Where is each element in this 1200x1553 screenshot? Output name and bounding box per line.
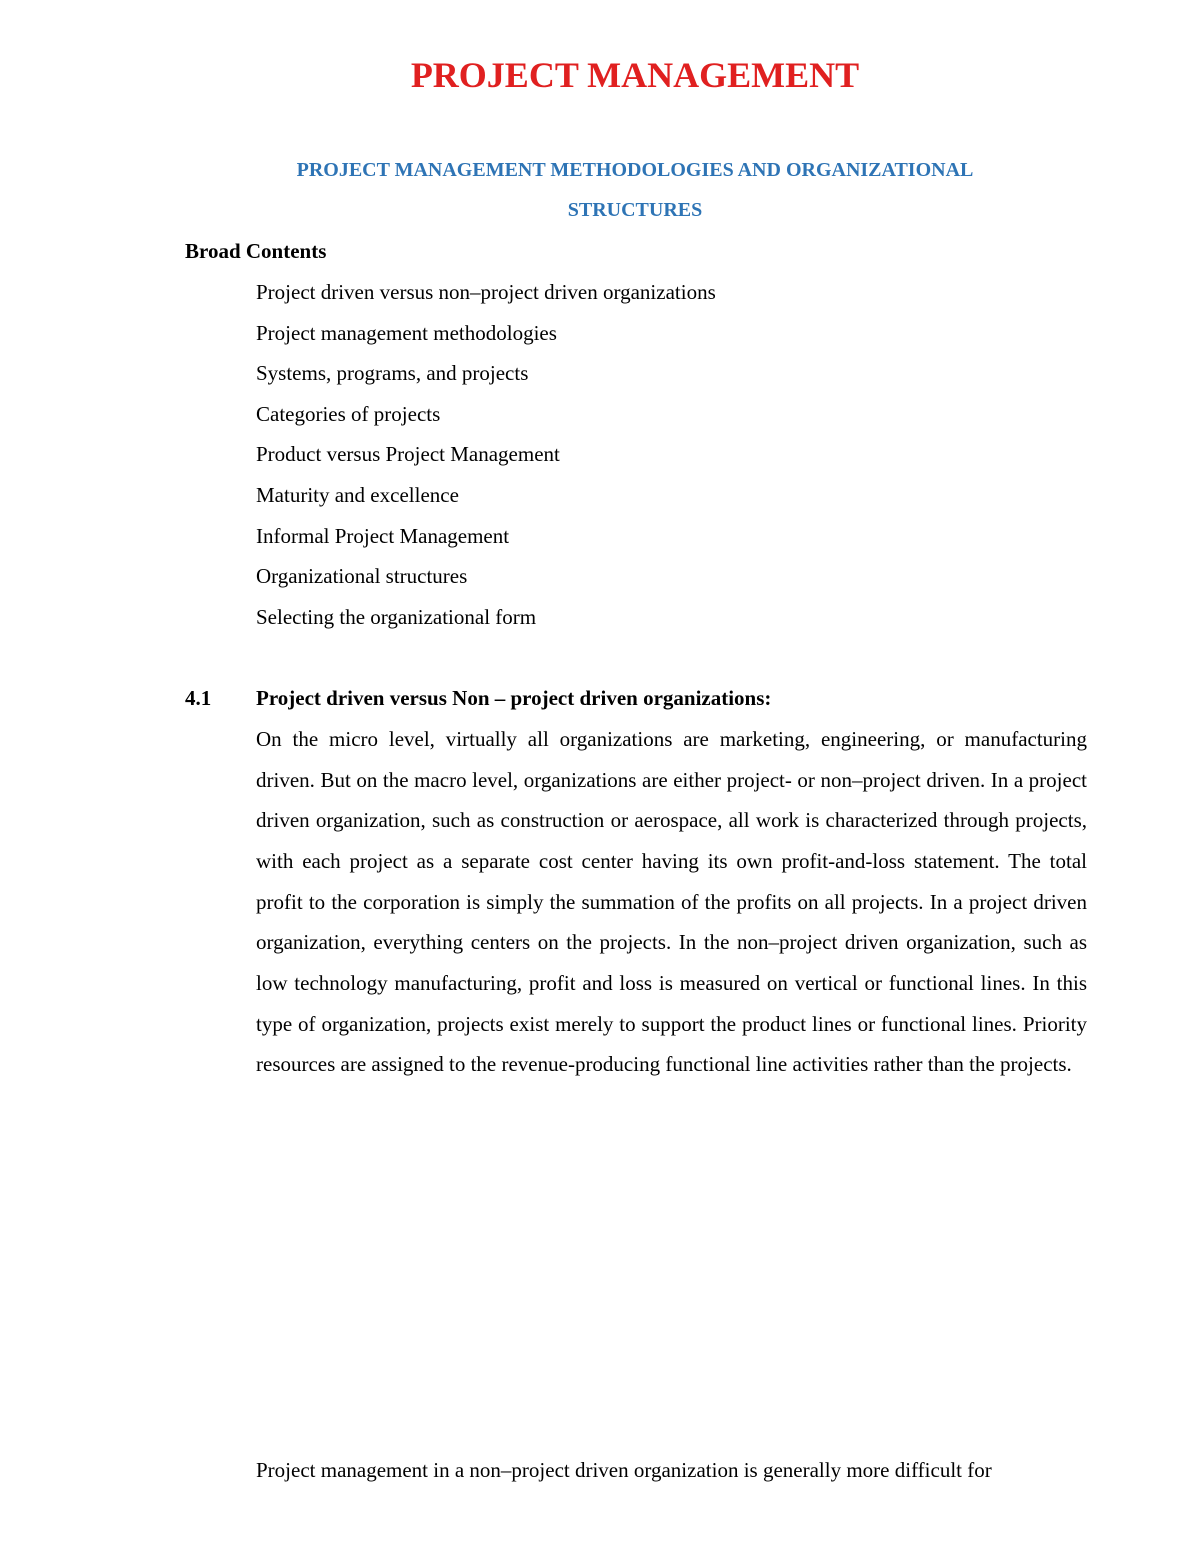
document-title: PROJECT MANAGEMENT	[410, 55, 860, 95]
contents-item: Categories of projects	[256, 401, 441, 426]
contents-item: Project driven versus non–project driven organizations	[256, 280, 716, 304]
contents-item: Systems, programs, and projects	[256, 361, 529, 386]
contents-item: Informal Project Management	[256, 523, 510, 548]
contents-item: Product versus Project Management	[256, 442, 560, 467]
section-number: 4.1	[185, 686, 212, 710]
section-heading: Project driven versus Non – project driven organizations:	[256, 686, 772, 710]
chapter-title	[0, 150, 1200, 230]
contents-item: Selecting the organizational form	[256, 604, 537, 629]
contents-heading: Broad Contents	[185, 239, 327, 263]
contents-item: Organizational structures	[256, 564, 468, 589]
chapter-title-line-1: PROJECT MANAGEMENT METHODOLOGIES AND ORGANIZATIONAL	[296, 159, 974, 181]
contents-item: Project management methodologies	[256, 320, 557, 345]
contents-list	[256, 272, 716, 637]
contents-item: Maturity and excellence	[256, 482, 459, 507]
section-paragraph: On the micro level, virtually all organizations are marketing, engineering, or manufacturing driven. But on the macro level, organizations are either project- or non–project driven. In a project driven organization, such as construction or aerospace, all work is characterized through projects, with each project as a separate cost center having its own profit-and-loss statement. The total profit to the corporation is simply the summation of the profits on all projects. In a project driven organization, everything centers on the projects. In the non–project driven organization, such as low technology manufacturing, profit and loss is measured on vertical or functional lines. In this type of organization, projects exist merely to support the product lines or functional lines. Priority resources are assigned to the revenue-producing functional line activities rather than the projects.	[256, 727, 1087, 1077]
chapter-title-line-2: STRUCTURES	[567, 199, 703, 221]
section-paragraph-continued: Project management in a non–project driven organization is generally more difficult for	[256, 1458, 992, 1482]
